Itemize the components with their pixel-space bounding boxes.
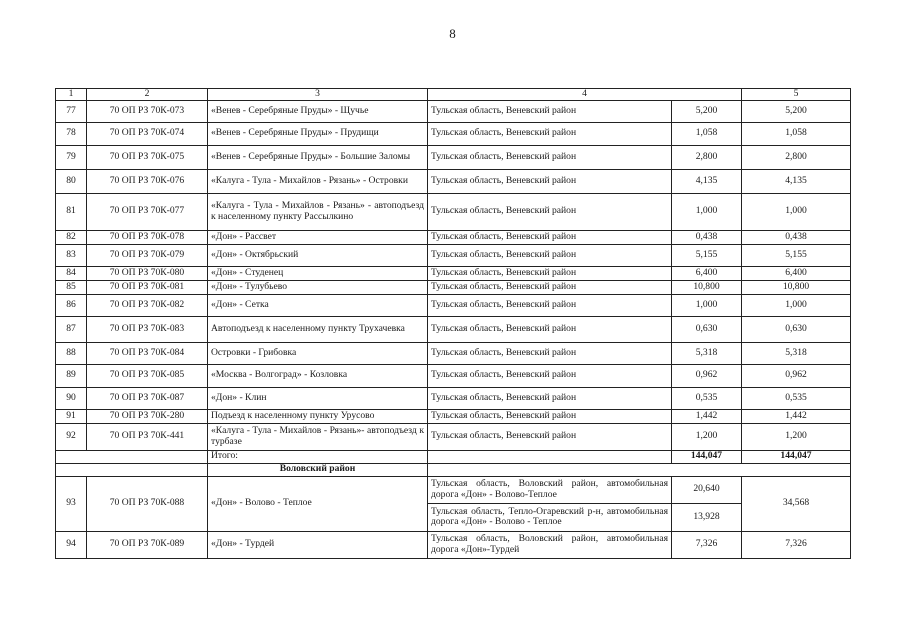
road-total: 7,326	[742, 531, 851, 558]
road-total: 6,400	[742, 266, 851, 280]
table-row	[56, 280, 851, 294]
road-total: 0,962	[742, 364, 851, 387]
road-name: «Венев - Серебряные Пруды» - Щучье	[208, 100, 428, 122]
road-code: 70 ОП РЗ 70К-074	[87, 122, 208, 145]
table-row	[56, 122, 851, 145]
roads-table	[55, 88, 851, 559]
road-total: 0,630	[742, 316, 851, 342]
road-name: «Дон» - Волово - Теплое	[208, 476, 428, 531]
road-total: 1,000	[742, 193, 851, 230]
road-name: «Дон» - Турдей	[208, 531, 428, 558]
subtotal-length: 144,047	[672, 450, 742, 463]
row-number: 80	[56, 169, 87, 193]
road-length: 1,000	[672, 294, 742, 316]
road-code: 70 ОП РЗ 70К-082	[87, 294, 208, 316]
row-number: 86	[56, 294, 87, 316]
road-location: Тульская область, Веневский район	[428, 409, 672, 423]
table-row	[56, 342, 851, 364]
road-location: Тульская область, Веневский район	[428, 169, 672, 193]
table-row	[56, 244, 851, 266]
row-number: 81	[56, 193, 87, 230]
road-name: «Дон» - Сетка	[208, 294, 428, 316]
row-number: 82	[56, 230, 87, 244]
road-location: Тульская область, Веневский район	[428, 193, 672, 230]
row-number: 85	[56, 280, 87, 294]
road-length: 0,962	[672, 364, 742, 387]
road-name: Автоподъезд к населенному пункту Трухачевка	[208, 316, 428, 342]
road-code: 70 ОП РЗ 70К-080	[87, 266, 208, 280]
road-name: «Дон» - Студенец	[208, 266, 428, 280]
road-length: 6,400	[672, 266, 742, 280]
table-row	[56, 169, 851, 193]
subtotal-total: 144,047	[742, 450, 851, 463]
road-name: «Дон» - Тулубьево	[208, 280, 428, 294]
road-length: 5,200	[672, 100, 742, 122]
road-name: «Дон» - Клин	[208, 387, 428, 409]
road-code: 70 ОП РЗ 70К-075	[87, 145, 208, 169]
road-length: 0,630	[672, 316, 742, 342]
road-length: 13,928	[672, 503, 742, 531]
road-location: Тульская область, Веневский район	[428, 364, 672, 387]
section-title: Воловский район	[208, 463, 428, 476]
table-row	[56, 409, 851, 423]
road-total: 4,135	[742, 169, 851, 193]
road-length: 0,535	[672, 387, 742, 409]
row-number: 83	[56, 244, 87, 266]
road-location: Тульская область, Веневский район	[428, 230, 672, 244]
road-total: 1,200	[742, 423, 851, 450]
road-name: «Дон» - Октябрьский	[208, 244, 428, 266]
road-total: 5,155	[742, 244, 851, 266]
road-location: Тульская область, Веневский район	[428, 294, 672, 316]
road-code: 70 ОП РЗ 70К-077	[87, 193, 208, 230]
road-total: 0,535	[742, 387, 851, 409]
road-length: 1,442	[672, 409, 742, 423]
road-total: 34,568	[742, 476, 851, 531]
road-location: Тульская область, Веневский район	[428, 342, 672, 364]
table-row	[56, 193, 851, 230]
row-number: 78	[56, 122, 87, 145]
road-location: Тульская область, Веневский район	[428, 145, 672, 169]
road-name: Островки - Грибовка	[208, 342, 428, 364]
table-row	[56, 266, 851, 280]
table-row	[56, 364, 851, 387]
subtotal-row	[56, 450, 851, 463]
header-cell: 5	[742, 89, 851, 101]
subtotal-label: Итого:	[208, 450, 428, 463]
road-length: 20,640	[672, 476, 742, 503]
row-number: 93	[56, 476, 87, 531]
road-name: Подъезд к населенному пункту Урусово	[208, 409, 428, 423]
header-cell: 4	[428, 89, 742, 101]
road-name: «Венев - Серебряные Пруды» - Большие Заломы	[208, 145, 428, 169]
road-total: 1,442	[742, 409, 851, 423]
row-number: 87	[56, 316, 87, 342]
road-location: Тульская область, Тепло-Огаревский р-н, автомобильная дорога «Дон» - Волово - Теплое	[428, 503, 672, 531]
road-name: «Москва - Волгоград» - Козловка	[208, 364, 428, 387]
road-name: «Дон» - Рассвет	[208, 230, 428, 244]
header-cell: 1	[56, 89, 87, 101]
road-location: Тульская область, Веневский район	[428, 244, 672, 266]
road-location: Тульская область, Воловский район, автомобильная дорога «Дон» - Волово-Теплое	[428, 476, 672, 503]
road-code: 70 ОП РЗ 70К-089	[87, 531, 208, 558]
row-number: 90	[56, 387, 87, 409]
row-number: 77	[56, 100, 87, 122]
road-total: 2,800	[742, 145, 851, 169]
road-code: 70 ОП РЗ 70К-084	[87, 342, 208, 364]
header-cell: 3	[208, 89, 428, 101]
road-total: 5,318	[742, 342, 851, 364]
road-location: Тульская область, Веневский район	[428, 266, 672, 280]
road-code: 70 ОП РЗ 70К-081	[87, 280, 208, 294]
road-total: 5,200	[742, 100, 851, 122]
table-row	[56, 230, 851, 244]
road-location: Тульская область, Воловский район, автомобильная дорога «Дон»-Турдей	[428, 531, 672, 558]
row-number: 92	[56, 423, 87, 450]
table-row	[56, 100, 851, 122]
road-length: 10,800	[672, 280, 742, 294]
road-location: Тульская область, Веневский район	[428, 100, 672, 122]
page-number: 8	[449, 26, 456, 41]
table-row	[56, 294, 851, 316]
road-length: 7,326	[672, 531, 742, 558]
table-row	[56, 145, 851, 169]
table-row	[56, 476, 851, 503]
road-name: «Венев - Серебряные Пруды» - Прудищи	[208, 122, 428, 145]
road-length: 1,000	[672, 193, 742, 230]
road-name: «Калуга - Тула - Михайлов - Рязань»- автоподъезд к турбазе	[208, 423, 428, 450]
header-row	[56, 89, 851, 101]
header-cell: 2	[87, 89, 208, 101]
road-total: 0,438	[742, 230, 851, 244]
road-length: 5,155	[672, 244, 742, 266]
row-number: 79	[56, 145, 87, 169]
empty-cell	[428, 450, 672, 463]
road-length: 4,135	[672, 169, 742, 193]
row-number: 94	[56, 531, 87, 558]
road-total: 10,800	[742, 280, 851, 294]
table-row	[56, 423, 851, 450]
table-row	[56, 316, 851, 342]
road-location: Тульская область, Веневский район	[428, 387, 672, 409]
road-total: 1,000	[742, 294, 851, 316]
road-length: 2,800	[672, 145, 742, 169]
road-code: 70 ОП РЗ 70К-078	[87, 230, 208, 244]
empty-cell	[87, 463, 208, 476]
road-location: Тульская область, Веневский район	[428, 316, 672, 342]
empty-cell	[56, 450, 87, 463]
road-name: «Калуга - Тула - Михайлов - Рязань» - автоподъезд к населенному пункту Рассылкино	[208, 193, 428, 230]
row-number: 84	[56, 266, 87, 280]
empty-cell	[87, 450, 208, 463]
road-code: 70 ОП РЗ 70К-280	[87, 409, 208, 423]
road-code: 70 ОП РЗ 70К-088	[87, 476, 208, 531]
road-code: 70 ОП РЗ 70К-076	[87, 169, 208, 193]
road-location: Тульская область, Веневский район	[428, 122, 672, 145]
table-row	[56, 387, 851, 409]
section-row	[56, 463, 851, 476]
road-location: Тульская область, Веневский район	[428, 280, 672, 294]
road-code: 70 ОП РЗ 70К-087	[87, 387, 208, 409]
row-number: 91	[56, 409, 87, 423]
road-code: 70 ОП РЗ 70К-085	[87, 364, 208, 387]
road-total: 1,058	[742, 122, 851, 145]
road-code: 70 ОП РЗ 70К-073	[87, 100, 208, 122]
road-length: 1,200	[672, 423, 742, 450]
empty-cell	[428, 463, 851, 476]
table-row	[56, 531, 851, 558]
road-code: 70 ОП РЗ 70К-079	[87, 244, 208, 266]
road-name: «Калуга - Тула - Михайлов - Рязань» - Островки	[208, 169, 428, 193]
empty-cell	[56, 463, 87, 476]
row-number: 89	[56, 364, 87, 387]
road-length: 0,438	[672, 230, 742, 244]
road-code: 70 ОП РЗ 70К-083	[87, 316, 208, 342]
road-length: 5,318	[672, 342, 742, 364]
road-location: Тульская область, Веневский район	[428, 423, 672, 450]
road-length: 1,058	[672, 122, 742, 145]
row-number: 88	[56, 342, 87, 364]
road-code: 70 ОП РЗ 70К-441	[87, 423, 208, 450]
